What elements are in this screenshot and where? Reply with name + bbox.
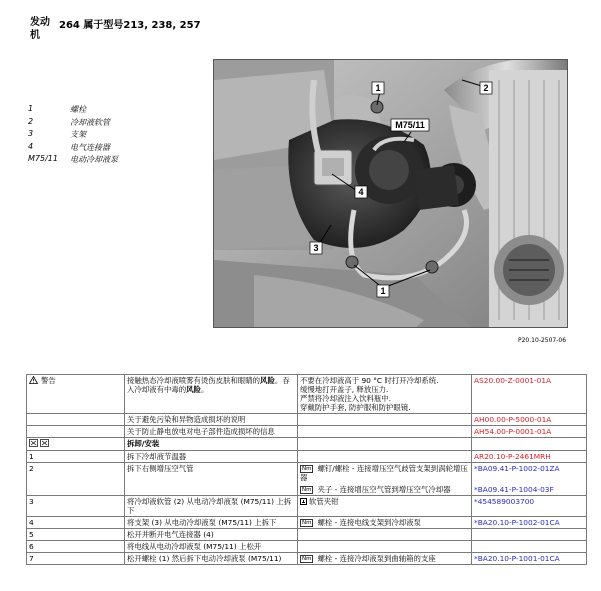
step-num: 3 — [27, 496, 125, 517]
empty-cell — [27, 426, 125, 438]
legend-text: 电气连接器 — [70, 142, 110, 152]
step-ref-link[interactable]: AR20.10-P-2461MRH — [474, 452, 551, 461]
step-text: 拆下右侧增压空气管 — [125, 463, 298, 496]
empty-cell — [472, 438, 587, 451]
step-ref-cell — [472, 517, 587, 529]
step-tool: 软管夹钳 — [309, 497, 339, 506]
empty-cell — [298, 426, 472, 438]
warning-ref-link[interactable]: AS20.00-Z-0001-01A — [474, 376, 552, 385]
step-text: 将电线从电动冷却液泵 (M75/11) 上松开 — [125, 541, 298, 553]
step-num: 1 — [27, 451, 125, 463]
legend-num: 4 — [28, 141, 34, 151]
step-num: 2 — [27, 463, 125, 496]
step-tool: 螺栓 - 连接电线支架到冷却液泵 — [317, 518, 421, 527]
note-text: 关于防止静电放电对电子部件造成损坏的信息 — [125, 426, 298, 438]
step-tool-cell — [298, 463, 472, 496]
empty-cell — [27, 414, 125, 426]
engine-photo — [213, 59, 568, 328]
empty-cell — [472, 529, 587, 541]
step-ref-cell — [472, 496, 587, 517]
step-num: 4 — [27, 517, 125, 529]
empty-cell — [298, 529, 472, 541]
empty-cell — [298, 541, 472, 553]
step-tool: 夹子 - 连接增压空气管到增压空气冷却器 — [317, 485, 451, 494]
step-ref-link[interactable]: *BA20.10-P-1002-01CA — [474, 518, 560, 527]
step-ref-link[interactable]: *BA09.41-P-1002-01ZA — [474, 464, 560, 473]
step-row — [27, 496, 587, 517]
measure-item: 严禁将冷却液注入饮料瓶中. — [300, 394, 392, 403]
step-ref-link[interactable]: *BA09.41-P-1004-03F — [474, 485, 554, 494]
empty-cell — [472, 541, 587, 553]
warning-measures-cell — [298, 375, 472, 414]
step-ref-cell — [472, 553, 587, 565]
legend-num: 1 — [28, 104, 34, 113]
step-row — [27, 463, 587, 496]
note-text: 关于避免污染和异物造成损坏的说明 — [125, 414, 298, 426]
note-row — [27, 426, 587, 438]
step-text: 将支架 (3) 从电动冷却液泵 (M75/11) 上拆下 — [125, 517, 298, 529]
measure-item: 穿戴防护手套, 防护服和防护眼镜. — [300, 403, 411, 412]
legend-text: 螺栓 — [70, 105, 86, 114]
warning-emphasis-2: 风险 — [186, 385, 201, 394]
step-tool-cell — [298, 496, 472, 517]
warning-icon — [29, 376, 38, 384]
step-tool: 螺栓 - 连接冷却液泵到曲轴箱的支座 — [317, 554, 436, 563]
figure-id: P20.10-2507-06 — [518, 337, 567, 344]
torque-icon: Nm — [302, 487, 312, 493]
section-icons-cell — [27, 438, 125, 451]
step-num: 5 — [27, 529, 125, 541]
section-header-row — [27, 438, 587, 451]
legend-text: 电动冷却液泵 — [70, 155, 118, 165]
step-tool: 螺钉/螺栓 - 连接增压空气歧管支架到涡轮增压器 — [300, 464, 468, 482]
warning-desc: 接触热态冷却液喷雾有烫伤皮肤和眼睛的 — [127, 376, 261, 385]
step-row — [27, 529, 587, 541]
warning-desc-end: 。 — [200, 385, 209, 394]
empty-cell — [298, 414, 472, 426]
procedure-table — [26, 374, 587, 565]
step-num: 6 — [27, 541, 125, 553]
callout-4: 4 — [358, 187, 364, 197]
warning-desc-cell — [125, 375, 298, 414]
step-ref-link[interactable]: *454589003700 — [474, 497, 535, 506]
callout-3: 3 — [313, 243, 319, 253]
torque-icon: Nm — [302, 466, 312, 472]
warning-emphasis: 风险 — [260, 376, 275, 385]
engine-illustration — [214, 60, 568, 328]
callout-1-top: 1 — [375, 83, 381, 93]
callout-m75-11: M75/11 — [395, 120, 425, 130]
document-title: 264 属于型号213, 238, 257 — [59, 20, 201, 31]
section-label: 发动机 — [30, 17, 50, 41]
legend-num: 2 — [28, 116, 34, 126]
callout-2: 2 — [483, 83, 489, 93]
note-ref-cell — [472, 426, 587, 438]
step-text: 拆下冷却液节温器 — [125, 451, 298, 463]
step-row — [27, 451, 587, 463]
empty-cell — [298, 451, 472, 463]
warning-row — [27, 375, 587, 414]
step-ref-cell — [472, 463, 587, 496]
step-ref-link[interactable]: *BA20.10-P-1001-01CA — [474, 554, 560, 563]
step-num: 7 — [27, 553, 125, 565]
special-tool-icon — [300, 498, 307, 505]
note-row — [27, 414, 587, 426]
step-text: 将冷却液软管 (2) 从电动冷却液泵 (M75/11) 上拆下 — [125, 496, 298, 517]
torque-icon: Nm — [302, 556, 312, 562]
note-ref-cell — [472, 414, 587, 426]
step-tool-cell — [298, 517, 472, 529]
legend-text: 支架 — [70, 130, 86, 140]
step-text: 松开螺栓 (1) 然后拆下电动冷却液泵 (M75/11) — [125, 553, 298, 565]
step-ref-cell — [472, 451, 587, 463]
torque-icon: Nm — [302, 520, 312, 526]
measure-item: 不要在冷却液高于 90 °C 时打开冷却系统. — [300, 376, 439, 385]
warning-desc-2: 。吞入冷却液有中毒的 — [127, 376, 290, 394]
callout-1-bottom: 1 — [380, 286, 386, 296]
step-row — [27, 553, 587, 565]
warning-label-cell — [27, 375, 125, 414]
legend-text: 冷却液软管 — [70, 117, 110, 127]
measure-item: 缓慢地打开盖子, 释放压力. — [300, 385, 389, 394]
step-text: 松开并断开电气连接器 (4) — [125, 529, 298, 541]
warning-label: 警告 — [41, 376, 56, 385]
legend-num: 3 — [28, 129, 34, 139]
section-title: 拆卸/安装 — [125, 438, 298, 451]
warning-ref-cell — [472, 375, 587, 414]
step-row — [27, 541, 587, 553]
note-ref-link[interactable]: AH54.00-P-0001-01A — [474, 427, 552, 436]
remove-install-icon — [29, 439, 51, 447]
step-tool-cell — [298, 553, 472, 565]
empty-cell — [298, 438, 472, 451]
note-ref-link[interactable]: AH00.00-P-5000-01A — [474, 415, 552, 424]
legend-num: M75/11 — [28, 154, 58, 164]
step-row — [27, 517, 587, 529]
